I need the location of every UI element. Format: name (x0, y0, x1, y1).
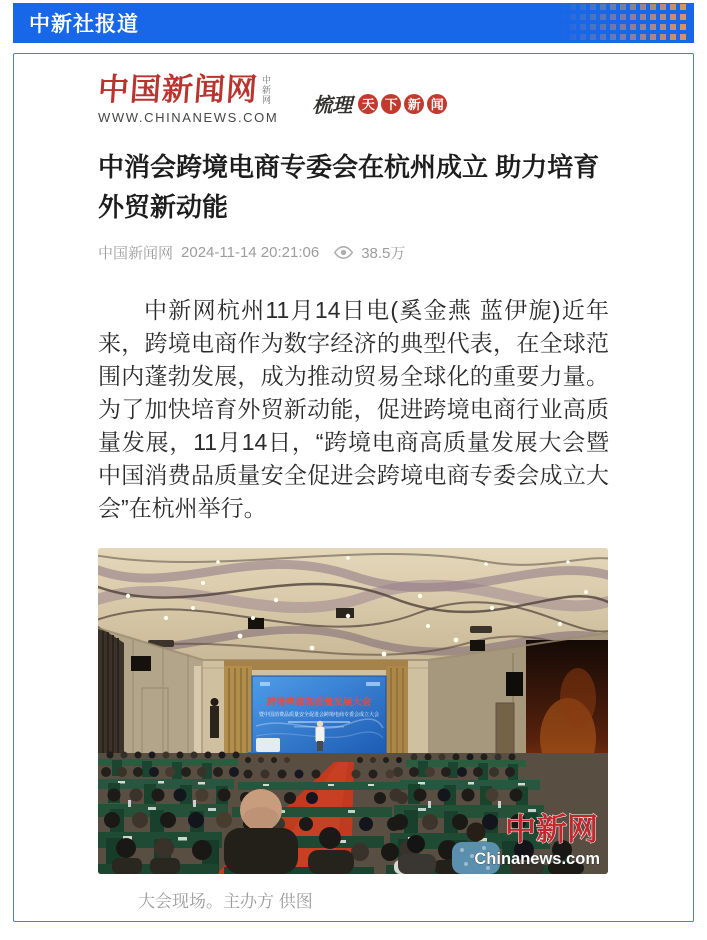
logo-domain: WWW.CHINANEWS.COM (98, 110, 279, 126)
logo-main-text: 中国新闻网 (96, 72, 260, 108)
header-dots-pattern (560, 4, 688, 43)
logo-vertical-text: 中新网 (261, 75, 271, 105)
article-card (13, 53, 694, 922)
photo-stage (210, 660, 420, 768)
slogan-seal: 天 (358, 94, 378, 114)
photo-watermark-en: Chinanews.com (474, 850, 600, 869)
slogan-seal: 下 (381, 94, 401, 114)
article-title: 中消会跨境电商专委会在杭州成立 助力培育外贸新动能 (98, 152, 600, 223)
photo-watermark-cn: 中新网 (505, 812, 598, 849)
photo-screen-subtitle: 暨中国消费品质量安全促进会跨境电商专委会成立大会 (258, 712, 380, 719)
photo-screen-title: 跨境电商高质量发展大会 (266, 697, 372, 709)
slogan-seal: 新 (404, 94, 424, 114)
conference-photo[interactable] (98, 548, 608, 874)
photo-caption: 大会现场。主办方 供图 (138, 892, 313, 912)
header-bar (13, 3, 694, 43)
slogan-prefix: 梳理 (312, 93, 353, 117)
header-title: 中新社报道 (29, 13, 139, 36)
article-meta (98, 242, 609, 263)
slogan-seal: 闻 (427, 94, 447, 114)
article-paragraph: 中新网杭州11月14日电(奚金燕 蓝伊旎)近年来，跨境电商作为数字经济的典型代表，在全球范围内蓬勃发展，成为推动贸易全球化的重要力量。为了加快培育外贸新动能，促进跨境电商行业高质量发展，11月14日，“跨境电商高质量发展大会暨中国消费品质量安全促进会跨境电商专委会成立大会”在杭州举行。 (98, 297, 609, 522)
logo-block (98, 73, 278, 125)
source-name: 中国新闻网 (98, 245, 174, 263)
slogan (312, 89, 447, 118)
site-logo (98, 73, 609, 125)
views-count: 38.5万 (361, 245, 406, 263)
eye-icon (333, 245, 354, 260)
publish-time: 2024-11-14 20:21:06 (181, 244, 320, 262)
